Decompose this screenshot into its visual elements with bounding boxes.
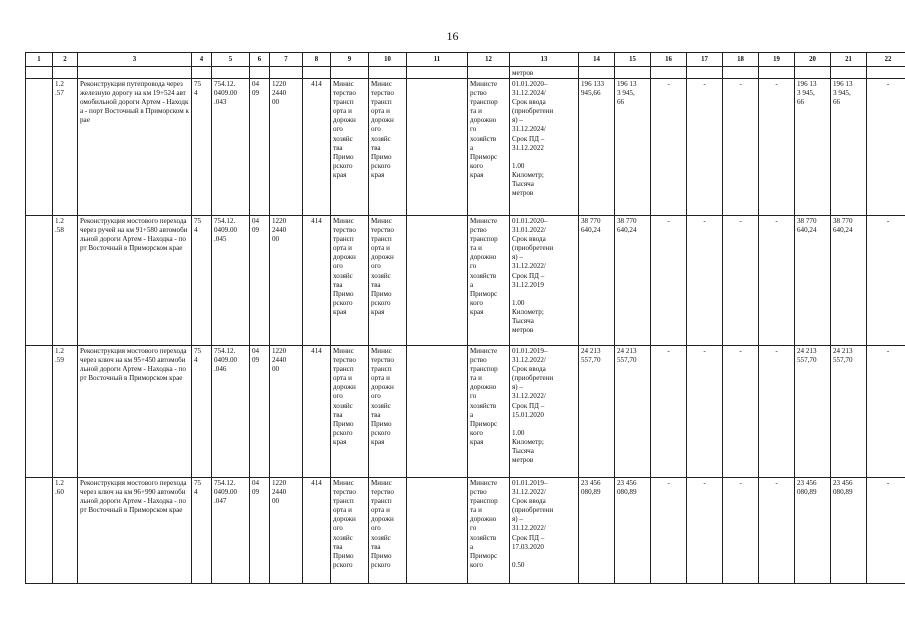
- column-header-7: 7: [270, 53, 303, 67]
- cell-num: 1.2 .58: [53, 216, 78, 346]
- cell-c6: 04 09: [250, 216, 270, 346]
- cell-c18: -: [723, 216, 759, 346]
- cell-c6: 04 09: [250, 346, 270, 478]
- column-header-14: 14: [579, 53, 615, 67]
- column-header-22: 22: [867, 53, 905, 67]
- cell-num: 1.2 .57: [53, 79, 78, 216]
- cell-c22: -: [867, 79, 905, 216]
- cell-c22: -: [867, 478, 905, 584]
- cell-c21: 23 456 080,89: [831, 478, 867, 584]
- cell-c13: 01.01.2020– 31.12.2024/ Срок ввода (приобретени я) – 31.12.2024/ Срок ПД – 31.12.2022 1.00 Километр; Тысяча метров: [510, 79, 579, 216]
- cell-c19: -: [759, 478, 795, 584]
- cell-c17: -: [687, 79, 723, 216]
- column-header-15: 15: [615, 53, 651, 67]
- cell-c18: -: [723, 478, 759, 584]
- cell-c14: 24 213 557,70: [579, 346, 615, 478]
- cell-c11: [407, 346, 468, 478]
- carry-over-row: [26, 67, 905, 79]
- column-header-16: 16: [651, 53, 687, 67]
- column-header-19: 19: [759, 53, 795, 67]
- table-body: [26, 53, 905, 584]
- page-number: 16: [446, 29, 459, 43]
- column-header-18: 18: [723, 53, 759, 67]
- cell-c10: Минис терство трансп орта и дорожн ого хозяйс тва Примо рского: [369, 478, 407, 584]
- cell-c8: 414: [303, 478, 331, 584]
- cell-c15: 38 770 640,24: [615, 216, 651, 346]
- cell-c9: Минис терство трансп орта и дорожн ого хозяйс тва Примо рского края: [331, 79, 369, 216]
- cell-c5: 754.12. 0409.00 .045: [212, 216, 250, 346]
- column-header-12: 12: [468, 53, 510, 67]
- cell-c13: 01.01.2019– 31.12.2022/ Срок ввода (приобретени я) – 31.12.2022/ Срок ПД – 17.03.2020 0.50: [510, 478, 579, 584]
- cell-c9: Минис терство трансп орта и дорожн ого хозяйс тва Примо рского: [331, 478, 369, 584]
- column-header-9: 9: [331, 53, 369, 67]
- cell-c4: 75 4: [192, 216, 212, 346]
- column-header-4: 4: [192, 53, 212, 67]
- budget-table: [25, 52, 905, 584]
- cell-c19: -: [759, 79, 795, 216]
- cell-c7: 1220 2440 00: [270, 216, 303, 346]
- table-row: [26, 478, 905, 584]
- cell-name: Реконструкция мостового перехода через ключ на км 95+450 автомобильной дороги Артем - Находка - порт Восточный в Приморском крае: [78, 346, 192, 478]
- cell-c16: -: [651, 478, 687, 584]
- cell-c12: Министе рство транспор та и дорожно го хозяйств а Приморс кого края: [468, 216, 510, 346]
- cell-c12: Министе рство транспор та и дорожно го хозяйств а Приморс кого края: [468, 79, 510, 216]
- cell-c7: 1220 2440 00: [270, 79, 303, 216]
- column-header-21: 21: [831, 53, 867, 67]
- column-header-2: 2: [53, 53, 78, 67]
- cell-c22: -: [867, 346, 905, 478]
- cell-c5: 754.12. 0409.00 .047: [212, 478, 250, 584]
- column-header-8: 8: [303, 53, 331, 67]
- cell-num: 1.2 .60: [53, 478, 78, 584]
- cell-c21: 38 770 640,24: [831, 216, 867, 346]
- cell-col1: [26, 79, 53, 216]
- cell-num: 1.2 .59: [53, 346, 78, 478]
- cell-c8: 414: [303, 79, 331, 216]
- table-row: [26, 79, 905, 216]
- cell-c16: -: [651, 79, 687, 216]
- cell-c14: 23 456 080,89: [579, 478, 615, 584]
- cell-c7: 1220 2440 00: [270, 478, 303, 584]
- cell-c20: 23 456 080,89: [795, 478, 831, 584]
- cell-c21: 24 213 557,70: [831, 346, 867, 478]
- cell-c16: -: [651, 346, 687, 478]
- cell-c17: -: [687, 346, 723, 478]
- cell-c11: [407, 478, 468, 584]
- cell-col1: [26, 478, 53, 584]
- cell-c13: 01.01.2020– 31.01.2022/ Срок ввода (приобретени я) – 31.12.2022/ Срок ПД – 31.12.2019 1.00 Километр; Тысяча метров: [510, 216, 579, 346]
- cell-c16: -: [651, 216, 687, 346]
- cell-c4: 75 4: [192, 346, 212, 478]
- cell-c15: 196 13 3 945, 66: [615, 79, 651, 216]
- cell-c12: Министе рство транспор та и дорожно го хозяйств а Приморс кого: [468, 478, 510, 584]
- cell-col1: [26, 346, 53, 478]
- cell-c17: -: [687, 478, 723, 584]
- cell-c20: 196 13 3 945, 66: [795, 79, 831, 216]
- cell-c12: Министе рство транспор та и дорожно го хозяйств а Приморс кого края: [468, 346, 510, 478]
- cell-name: Реконструкция мостового перехода через ключ на км 96+990 автомобильной дороги Артем - Находка - порт Восточный в Приморском крае: [78, 478, 192, 584]
- column-header-13: 13: [510, 53, 579, 67]
- cell-c19: -: [759, 346, 795, 478]
- column-header-20: 20: [795, 53, 831, 67]
- cell-c15: 24 213 557,70: [615, 346, 651, 478]
- cell-c14: 196 133 945,66: [579, 79, 615, 216]
- header-row: [26, 53, 905, 67]
- cell-c14: 38 770 640,24: [579, 216, 615, 346]
- cell-c17: -: [687, 216, 723, 346]
- cell-c15: 23 456 080,89: [615, 478, 651, 584]
- cell-c8: 414: [303, 346, 331, 478]
- cell-c20: 24 213 557,70: [795, 346, 831, 478]
- cell-c22: -: [867, 216, 905, 346]
- cell-c18: -: [723, 79, 759, 216]
- cell-c7: 1220 2440 00: [270, 346, 303, 478]
- column-header-6: 6: [250, 53, 270, 67]
- cell-c8: 414: [303, 216, 331, 346]
- cell-c18: -: [723, 346, 759, 478]
- column-header-17: 17: [687, 53, 723, 67]
- cell-c21: 196 13 3 945, 66: [831, 79, 867, 216]
- column-header-3: 3: [78, 53, 192, 67]
- cell-c6: 04 09: [250, 79, 270, 216]
- cell-c4: 75 4: [192, 478, 212, 584]
- column-header-11: 11: [407, 53, 468, 67]
- carry-over-cell: метров: [510, 67, 579, 79]
- cell-c9: Минис терство трансп орта и дорожн ого хозяйс тва Примо рского края: [331, 346, 369, 478]
- cell-c20: 38 770 640,24: [795, 216, 831, 346]
- cell-col1: [26, 216, 53, 346]
- table-row: [26, 216, 905, 346]
- cell-c10: Минис терство трансп орта и дорожн ого хозяйс тва Примо рского края: [369, 216, 407, 346]
- cell-c13: 01.01.2019– 31.12.2022/ Срок ввода (приобретени я) – 31.12.2022/ Срок ПД – 15.01.2020 1.00 Километр; Тысяча метров: [510, 346, 579, 478]
- column-header-5: 5: [212, 53, 250, 67]
- cell-c19: -: [759, 216, 795, 346]
- cell-c4: 75 4: [192, 79, 212, 216]
- cell-c11: [407, 216, 468, 346]
- cell-c5: 754.12. 0409.00 .043: [212, 79, 250, 216]
- column-header-1: 1: [26, 53, 53, 67]
- cell-c5: 754.12. 0409.00 .046: [212, 346, 250, 478]
- cell-c11: [407, 79, 468, 216]
- column-header-10: 10: [369, 53, 407, 67]
- cell-c6: 04 09: [250, 478, 270, 584]
- cell-name: Реконструкция мостового перехода через ручей на км 91+580 автомобильной дороги Артем - Находка - порт Восточный в Приморском крае: [78, 216, 192, 346]
- cell-c9: Минис терство трансп орта и дорожн ого хозяйс тва Примо рского края: [331, 216, 369, 346]
- cell-c10: Минис терство трансп орта и дорожн ого хозяйс тва Примо рского края: [369, 79, 407, 216]
- cell-name: Реконструкция путепровода через железную дорогу на км 19+524 автомобильной дороги Артем - Находка - порт Восточный в Приморском крае: [78, 79, 192, 216]
- cell-c10: Минис терство трансп орта и дорожн ого хозяйс тва Примо рского края: [369, 346, 407, 478]
- table-row: [26, 346, 905, 478]
